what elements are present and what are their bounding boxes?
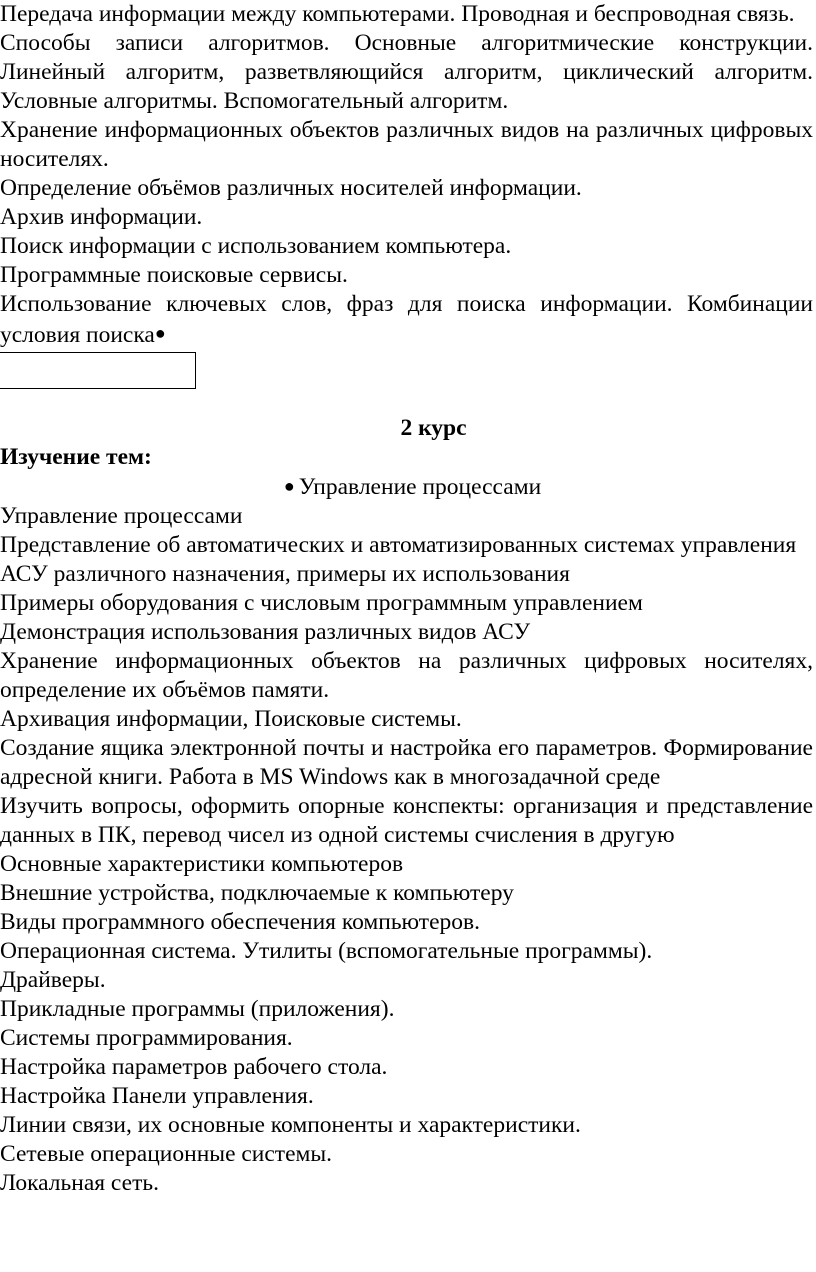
topic-line-search-conditions — [0, 290, 813, 350]
topic-line: Внешние устройства, подключаемые к компьютеру — [0, 880, 514, 906]
bullet-topic-line — [12, 472, 813, 502]
topic-line: Программные поисковые сервисы. — [0, 262, 348, 288]
topic-line: Определение объёмов различных носителей информации. — [0, 175, 582, 201]
topic-line: Системы программирования. — [0, 1025, 293, 1051]
topic-line: Локальная сеть. — [0, 1170, 159, 1196]
topic-line: Архив информации. — [0, 204, 203, 230]
topic-line: АСУ различного назначения, примеры их использования — [0, 561, 570, 587]
topic-line: Основные характеристики компьютеров — [0, 851, 404, 877]
topic-line: Настройка Панели управления. — [0, 1083, 314, 1109]
topic-line: Создание ящика электронной почты и настройка его параметров. Формирование адресной книги. Работа в MS Windows как в многозадачной среде — [0, 735, 813, 790]
bullet-dot-icon: ● — [283, 476, 295, 496]
topic-line: Хранение информационных объектов различных видов на различных цифровых носителях. — [0, 117, 813, 172]
topic-line: Способы записи алгоритмов. Основные алгоритмические конструкции. Линейный алгоритм, разветвляющийся алгоритм, циклический алгоритм. Условные алгоритмы. Вспомогательный алгоритм. — [0, 30, 813, 114]
topic-line: Прикладные программы (приложения). — [0, 996, 395, 1022]
topic-line: Настройка параметров рабочего стола. — [0, 1054, 388, 1080]
topic-line: Примеры оборудования с числовым программным управлением — [0, 590, 643, 616]
study-label: Изучение тем: — [0, 444, 152, 470]
topic-line: Управление процессами — [0, 503, 243, 529]
topic-line: Виды программного обеспечения компьютеров. — [0, 909, 480, 935]
spacer — [0, 389, 813, 414]
bullet-dot-icon: ● — [154, 323, 166, 343]
topic-line: Сетевые операционные системы. — [0, 1141, 333, 1167]
topic-line: Передача информации между компьютерами. Проводная и беспроводная связь. — [0, 1, 795, 27]
bullet-topic: Управление процессами — [298, 474, 542, 500]
course-heading: 2 курс — [400, 415, 467, 441]
topic-line: Архивация информации, Поисковые системы. — [0, 706, 462, 732]
topic-line: Представление об автоматических и автоматизированных системах управления — [0, 532, 797, 558]
topic-line: Демонстрация использования различных видов АСУ — [0, 619, 531, 645]
topic-line: Изучить вопросы, оформить опорные конспекты: организация и представление данных в ПК, перевод чисел из одной системы счисления в другую — [0, 793, 813, 848]
topic-line: Драйверы. — [0, 967, 106, 993]
topic-text: Использование ключевых слов, фраз для поиска информации. Комбинации условия поиска — [0, 291, 813, 348]
topic-line: Поиск информации с использованием компьютера. — [0, 233, 512, 259]
topic-line: Операционная система. Утилиты (вспомогательные программы). — [0, 938, 653, 964]
topic-line: Линии связи, их основные компоненты и характеристики. — [0, 1112, 581, 1138]
empty-box — [0, 352, 196, 389]
topic-line: Хранение информационных объектов на различных цифровых носителях, определение их объёмов памяти. — [0, 648, 813, 703]
